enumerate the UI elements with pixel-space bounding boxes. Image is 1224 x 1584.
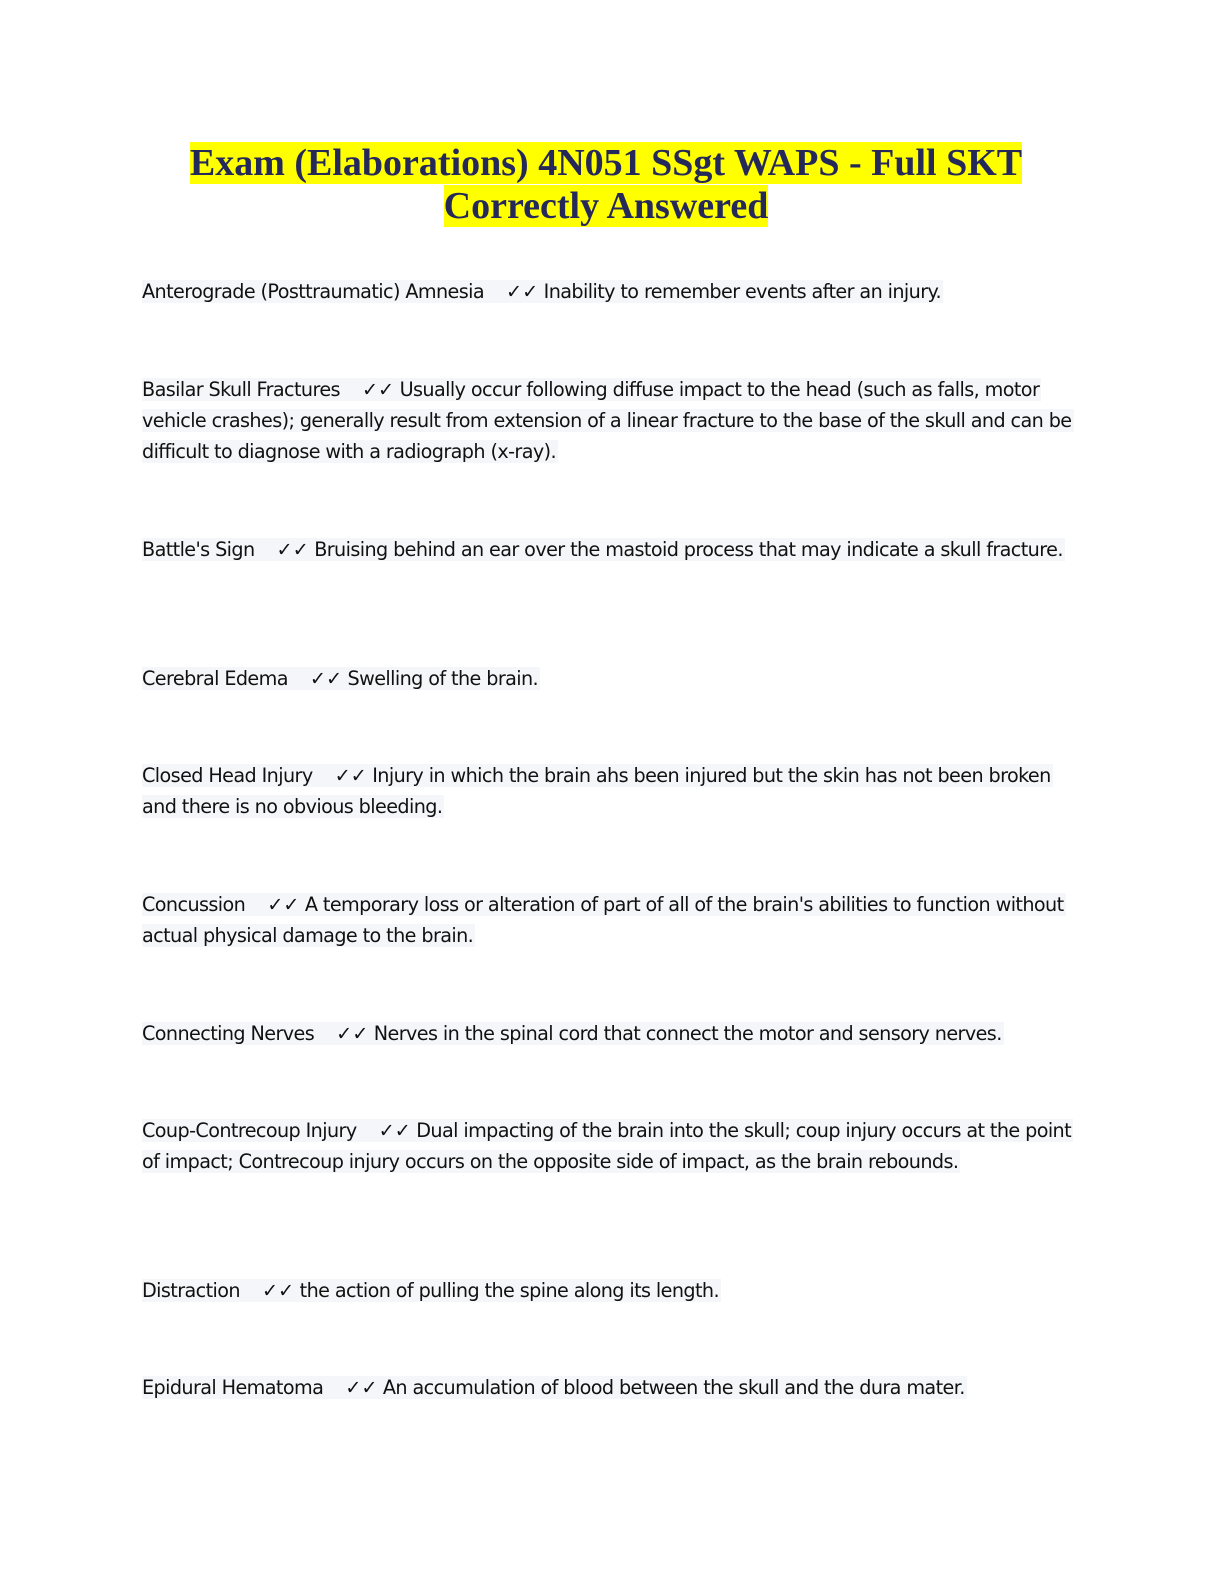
flashcard-entry (142, 1115, 1072, 1177)
definition: Swelling of the brain. (347, 667, 539, 690)
definition: A temporary loss or alteration of part of all of the brain's abilities to function without actual physical damage to the brain. (142, 893, 1064, 947)
document-title (150, 142, 1062, 228)
double-check-icon: ✓✓ (267, 893, 300, 916)
term: Coup-Contrecoup Injury (142, 1119, 357, 1142)
double-check-icon: ✓✓ (261, 1279, 295, 1302)
flashcard-entry (142, 663, 1072, 694)
definition: Usually occur following diffuse impact to the head (such as falls, motor vehicle crashes); generally result from extension of a linear fracture to the base of the skull and can be difficult to diagnose with a radiograph (x-ray). (142, 378, 1072, 463)
flashcard-entry (142, 374, 1072, 467)
term: Basilar Skull Fractures (142, 378, 340, 401)
flashcard-entry (142, 534, 1072, 565)
title-line-1: Exam (Elaborations) 4N051 SSgt WAPS - Full SKT (189, 142, 1023, 184)
flashcard-entry (142, 1018, 1072, 1049)
term: Distraction (142, 1279, 240, 1302)
double-check-icon: ✓✓ (309, 667, 343, 690)
definition: the action of pulling the spine along its length. (299, 1279, 719, 1302)
definition: Inability to remember events after an injury. (543, 280, 942, 303)
definition: Dual impacting of the brain into the skull; coup injury occurs at the point of impact; Contrecoup injury occurs on the opposite side of impact, as the brain rebounds. (142, 1119, 1072, 1173)
term: Anterograde (Posttraumatic) Amnesia (142, 280, 484, 303)
flashcard-entry (142, 276, 1072, 307)
flashcard-entry (142, 889, 1072, 951)
flashcard-entry (142, 1372, 1072, 1403)
double-check-icon: ✓✓ (378, 1119, 411, 1142)
definition: Nerves in the spinal cord that connect the motor and sensory nerves. (373, 1022, 1002, 1045)
double-check-icon: ✓✓ (334, 764, 367, 787)
term: Cerebral Edema (142, 667, 288, 690)
double-check-icon: ✓✓ (276, 538, 309, 561)
definition: Bruising behind an ear over the mastoid process that may indicate a skull fracture. (314, 538, 1063, 561)
double-check-icon: ✓✓ (506, 280, 539, 303)
term: Battle's Sign (142, 538, 255, 561)
double-check-icon: ✓✓ (361, 378, 395, 401)
term: Closed Head Injury (142, 764, 313, 787)
title-line-2: Correctly Answered (443, 185, 769, 227)
term: Connecting Nerves (142, 1022, 315, 1045)
term: Epidural Hematoma (142, 1376, 324, 1399)
double-check-icon: ✓✓ (345, 1376, 378, 1399)
definition: An accumulation of blood between the skull and the dura mater. (382, 1376, 965, 1399)
flashcard-entry (142, 1275, 1072, 1306)
flashcard-entry (142, 760, 1072, 822)
term: Concussion (142, 893, 246, 916)
definition: Injury in which the brain ahs been injured but the skin has not been broken and there is no obvious bleeding. (142, 764, 1051, 818)
double-check-icon: ✓✓ (336, 1022, 369, 1045)
